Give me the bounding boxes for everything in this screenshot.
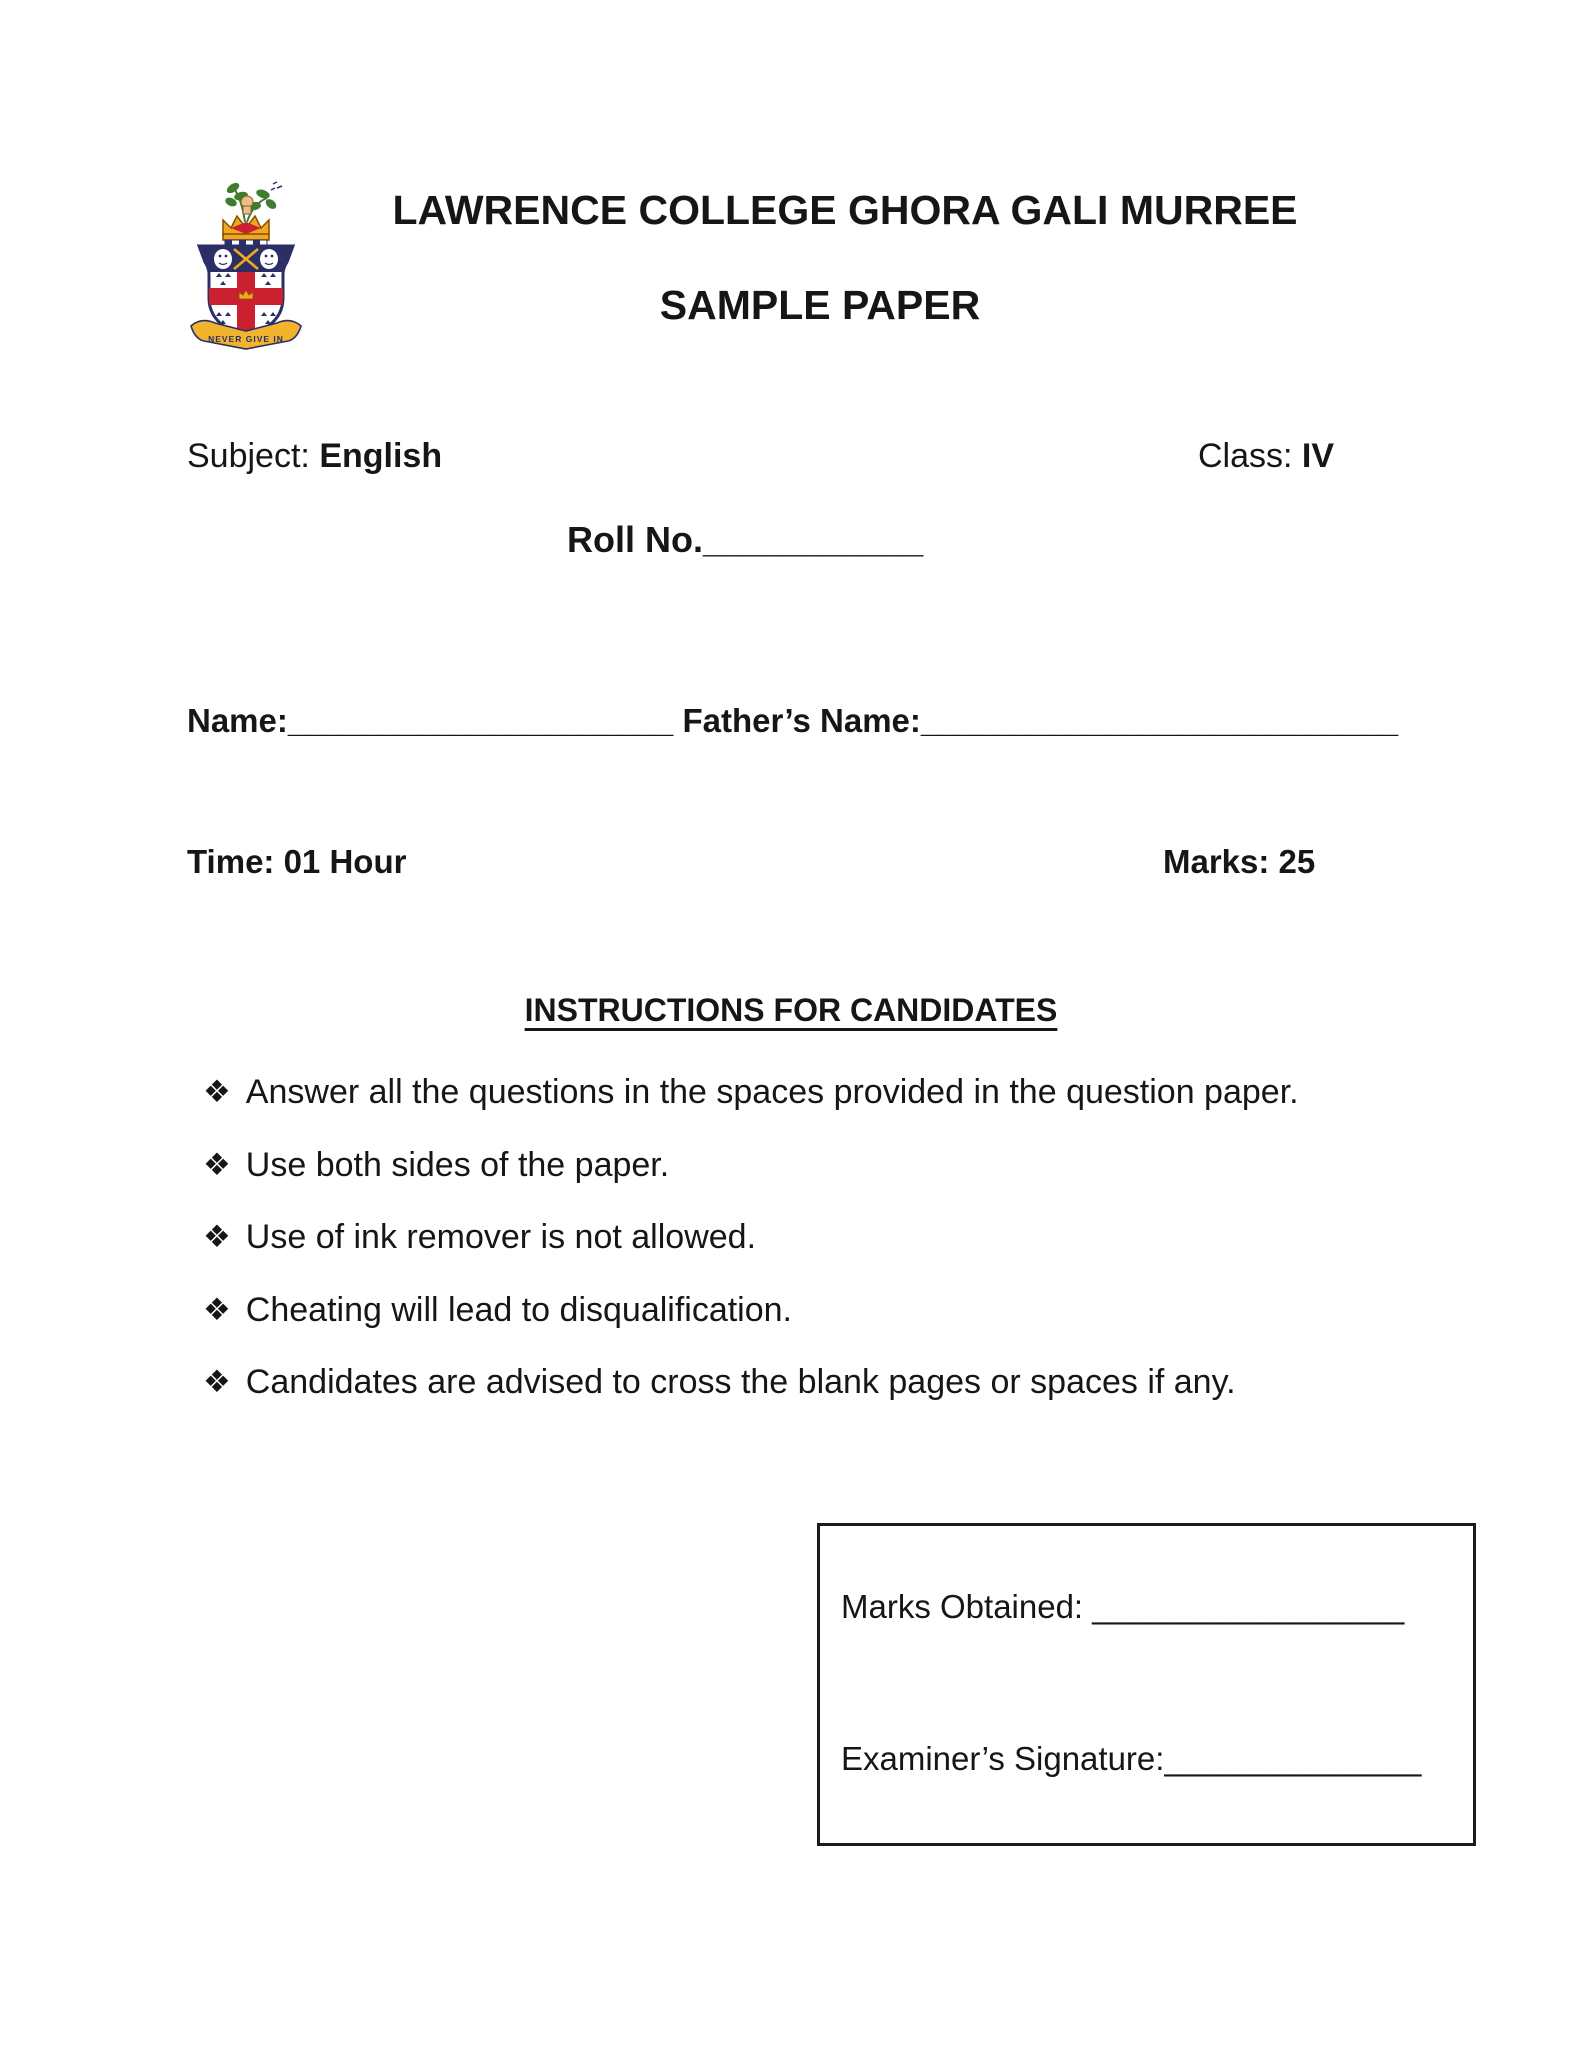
instruction-text: Candidates are advised to cross the blank pages or spaces if any. [245, 1363, 1236, 1401]
father-name-blank: __________________________ [920, 702, 1399, 739]
college-crest-icon [183, 176, 309, 352]
name-blank: _____________________ [287, 702, 674, 739]
instruction-item [203, 1201, 1463, 1274]
subject-line [187, 437, 442, 476]
diamond-bullet-icon: ❖ [203, 1364, 231, 1399]
college-name-title: LAWRENCE COLLEGE GHORA GALI MURREE [392, 187, 1298, 233]
marks-obtained-line [841, 1588, 1404, 1626]
father-name-label: Father’s Name: [673, 702, 921, 739]
marks-obtained-label: Marks Obtained: [841, 1588, 1093, 1625]
diamond-bullet-icon: ❖ [203, 1219, 231, 1254]
instruction-item [203, 1056, 1463, 1129]
motto-text: NEVER GIVE IN [208, 334, 284, 344]
instructions-title: INSTRUCTIONS FOR CANDIDATES [524, 992, 1058, 1028]
marks-box [817, 1523, 1476, 1846]
instruction-text: Use both sides of the paper. [245, 1145, 670, 1184]
class-line [1198, 437, 1334, 476]
subject-label: Subject: [187, 437, 320, 475]
paper-type-title: SAMPLE PAPER [659, 282, 981, 328]
roll-no-blank: ___________ [702, 519, 924, 560]
instruction-text: Cheating will lead to disqualification. [245, 1290, 793, 1329]
roll-no-line [567, 519, 923, 561]
examiner-signature-line [841, 1740, 1421, 1778]
time-label: Time: 01 Hour [187, 843, 407, 880]
diamond-bullet-icon: ❖ [203, 1074, 231, 1109]
subject-value: English [319, 437, 443, 475]
class-label: Class: [1198, 437, 1302, 475]
name-line [187, 702, 1398, 740]
diamond-bullet-icon: ❖ [203, 1146, 231, 1182]
class-value: IV [1301, 437, 1335, 475]
instruction-text: Use of ink remover is not allowed. [245, 1218, 757, 1256]
name-label: Name: [187, 702, 288, 739]
roll-no-label: Roll No. [567, 519, 703, 560]
leaf-sprig-icon [224, 181, 282, 222]
marks-obtained-blank: _________________ [1092, 1588, 1405, 1625]
marks-label: Marks: 25 [1163, 843, 1316, 880]
instruction-item [203, 1274, 1463, 1347]
examiner-signature-blank: ______________ [1164, 1740, 1422, 1777]
crown-icon [223, 216, 269, 240]
instruction-item [203, 1346, 1463, 1419]
instruction-text: Answer all the questions in the spaces provided in the question paper. [245, 1073, 1299, 1111]
diamond-bullet-icon: ❖ [203, 1291, 231, 1327]
instructions-list [203, 1056, 1463, 1419]
instruction-item [203, 1129, 1463, 1202]
examiner-signature-label: Examiner’s Signature: [841, 1740, 1165, 1777]
